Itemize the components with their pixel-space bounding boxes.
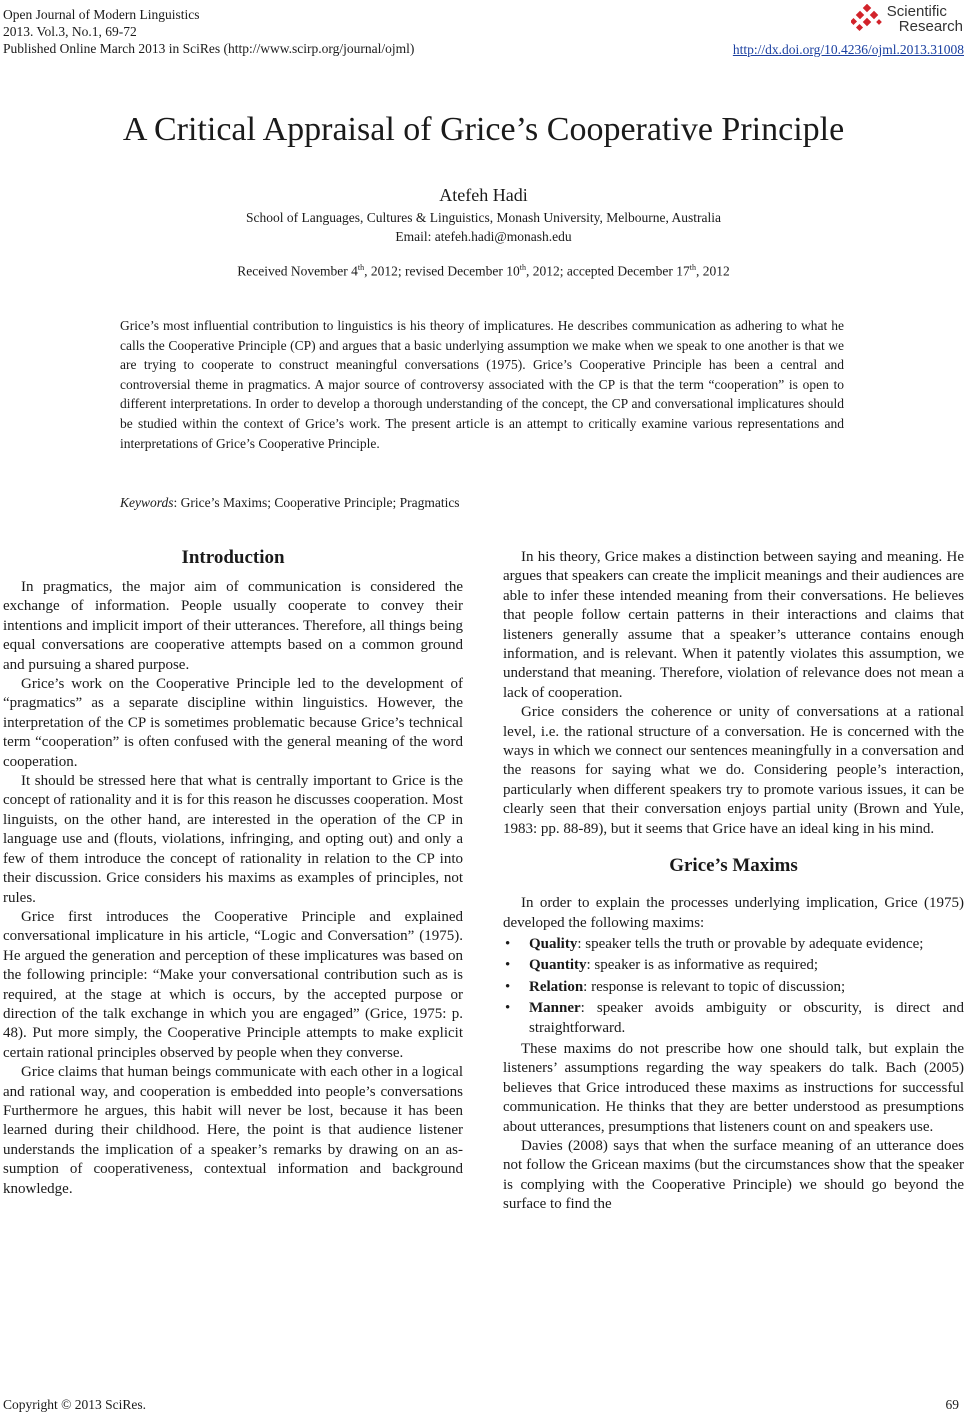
paragraph: Davies (2008) says that when the surface meaning of an utterance does not follow the Gricean maxims (but the circumstances show that the speaker is complying with the Cooperative Principle) we should go beyond the surface to find the xyxy=(503,1137,964,1213)
maxims-list xyxy=(503,935,964,1038)
bullet-icon: • xyxy=(505,935,511,952)
maxim-name: Manner xyxy=(529,1000,581,1017)
paragraph: Grice claims that human beings communicate with each other in a logical and rational way, and cooperation is embedded into people’s conversations Furthermore he argues, this habit will never be lost, because it has been learned during their childhood. Here, the point is that audience listener understands the implication of a speaker’s remarks by drawing on an assumption of cooperativeness, contextual information and background knowledge. xyxy=(3,1064,463,1197)
list-item xyxy=(503,978,964,997)
author-email: Email: atefeh.hadi@monash.edu xyxy=(395,229,572,244)
logo-line2: Research xyxy=(898,18,963,35)
received-text-3: , 2012; accepted December 17 xyxy=(525,263,690,279)
paragraph: In his theory, Grice makes a distinction between saying and meaning. He argues that speakers can create the implicit meanings and their audiences are able to infer these intended meaning from their conversations. He believes that people follow certain patterns in their interactions and claims that listeners generally assume that a speaker’s utterance contains enough information, and is relevant. When it patently violates this assumption, we understand that meaning. Therefore, violation of relevance does not mean a lack of cooperation. xyxy=(503,549,964,701)
bullet-icon: • xyxy=(505,978,511,995)
paragraph: It should be stressed here that what is centrally important to Grice is the concept of rationality and it is for this reason he discusses cooperation. Most linguists, on the other hand, are interested in the operation of the CP in language use and (flouts, violations, infringing, and opting out) and only a few of them introduce the concept of rationality in relation to the CP into their discussion. Grice considers his maxims as examples of principles, not rules. xyxy=(3,773,463,906)
list-item xyxy=(503,999,964,1038)
maxim-text: : speaker avoids ambiguity or obscurity, is direct and straightforward. xyxy=(529,1000,964,1036)
bullet-icon: • xyxy=(505,957,511,974)
keywords xyxy=(120,495,460,511)
journal-info xyxy=(3,6,414,57)
bullet-icon: • xyxy=(505,1000,511,1017)
maxims-intro: In order to explain the processes underlying implication, Grice (1975) developed the following maxims: xyxy=(503,895,964,931)
received-text-2: , 2012; revised December 10 xyxy=(364,263,520,279)
paragraph: Grice first introduces the Cooperative Principle and explained conversational implicature in his article, “Logic and Conversation” (1975). He argued the generation and perception of these implicatures was based on the following principle: “Make your conversational contribution such as is required, at the stage at which is occurs, by the accepted purpose or direction of the talk exchange in which you are engaged” (Grice, 1975: p. 48). Put more simply, the Cooperative Principle attempts to make explicit certain rational principles observed by people when they converse. xyxy=(3,908,463,1061)
publisher-logo xyxy=(851,4,963,34)
list-item xyxy=(503,956,964,975)
logo-text xyxy=(887,4,963,34)
keywords-list: : Grice’s Maxims; Cooperative Principle; Pragmatics xyxy=(173,495,460,510)
paragraph: These maxims do not prescribe how one should talk, but explain the listeners’ assumptions regarding the way speakers do talk. Bach (2005) believes that Grice introduced these maxims as instructions for successful communication. He thinks that they are better understood as presumptions about utterances, presumptions that listeners count on and speakers use. xyxy=(503,1040,964,1135)
affiliation-block xyxy=(0,208,967,246)
journal-volume: 2013. Vol.3, No.1, 69-72 xyxy=(3,24,137,39)
received-dates xyxy=(0,263,967,280)
abstract-text: Grice’s most influential contribution to linguistics is his theory of implicatures. He describes communication as adhering to what he calls the Cooperative Principle (CP) and argues that a basic underlying assumption we make when we speak to one another is that we are trying to cooperate to construct meaningful conversations (1975). Grice’s Cooperative Principle has been a central and controversial theme in pragmatics. A major source of controversy associated with the CP is that the term “cooperation” is open to different interpretations. In order to develop a thorough understanding of the concept, the CP and conversational implicatures should be studied within the context of Grice’s work. The present article is an attempt to critically examine various representations and interpretations of Grice’s Cooperative Principle. xyxy=(120,318,844,451)
received-sup-2: th xyxy=(519,263,526,272)
keywords-label: Keywords xyxy=(120,495,174,510)
maxim-name: Quantity xyxy=(529,957,587,974)
journal-name: Open Journal of Modern Linguistics xyxy=(3,7,200,22)
paragraph: Grice’s work on the Cooperative Principle led to the development of “pragmatics” as a separate discipline within linguistics. However, the interpretation of the CP is sometimes problematic because Grice’s technical term “cooperation” is often confused with the general meaning of the word cooperation. xyxy=(3,676,463,770)
maxims-heading: Grice’s Maxims xyxy=(669,855,798,877)
copyright: Copyright © 2013 SciRes. xyxy=(3,1397,147,1412)
page-header xyxy=(0,4,967,60)
received-text-4: , 2012 xyxy=(696,263,730,279)
maxim-text: : response is relevant to topic of discussion; xyxy=(583,978,846,995)
page-number: 69 xyxy=(945,1397,959,1412)
scientific-research-logo-icon xyxy=(851,4,883,34)
list-item xyxy=(503,935,964,954)
maxim-name: Relation xyxy=(529,978,584,995)
maxim-text: : speaker is as informative as required; xyxy=(586,957,819,974)
received-sup-3: th xyxy=(689,263,697,272)
logo-line1: Scientific xyxy=(886,3,947,20)
left-column xyxy=(3,542,463,1199)
received-text-1: Received November 4 xyxy=(237,263,358,279)
abstract xyxy=(120,316,844,453)
paragraph: Grice considers the coherence or unity of conversations at a rational level, i.e. the rational structure of a conversation. He is concerned with the ways in which we connect our sentences meaningfully in a conversation and the reasons for saying what we do. Considering people’s interaction, particularly when different speakers try to promote various issues, it can be clearly seen that their conversation enjoys partial unity (Brown and Yule, 1983: pp. 88-89), but it seems that Grice have an ideal king in his mind. xyxy=(503,704,964,837)
maxim-name: Quality xyxy=(529,935,578,952)
introduction-heading: Introduction xyxy=(181,547,285,568)
maxim-text: : speaker tells the truth or provable by adequate evidence; xyxy=(577,935,924,952)
right-column xyxy=(503,548,964,1215)
received-sup-1: th xyxy=(357,263,365,272)
paragraph: In pragmatics, the major aim of communication is considered the exchange of information. People usually cooperate to convey their intentions and implicit import of their utterances. Therefore, all things being equal conversations are cooperative attempts based on a common ground and pursuing a shared purpose. xyxy=(3,579,463,673)
doi-link[interactable]: http://dx.doi.org/10.4236/ojml.2013.31008 xyxy=(732,42,964,57)
published-info: Published Online March 2013 in SciRes (http://www.scirp.org/journal/ojml) xyxy=(3,41,415,56)
affiliation: School of Languages, Cultures & Linguistics, Monash University, Melbourne, Australia xyxy=(246,210,721,225)
paper-title: A Critical Appraisal of Grice’s Cooperative Principle xyxy=(122,111,845,148)
author-name: Atefeh Hadi xyxy=(439,185,528,205)
